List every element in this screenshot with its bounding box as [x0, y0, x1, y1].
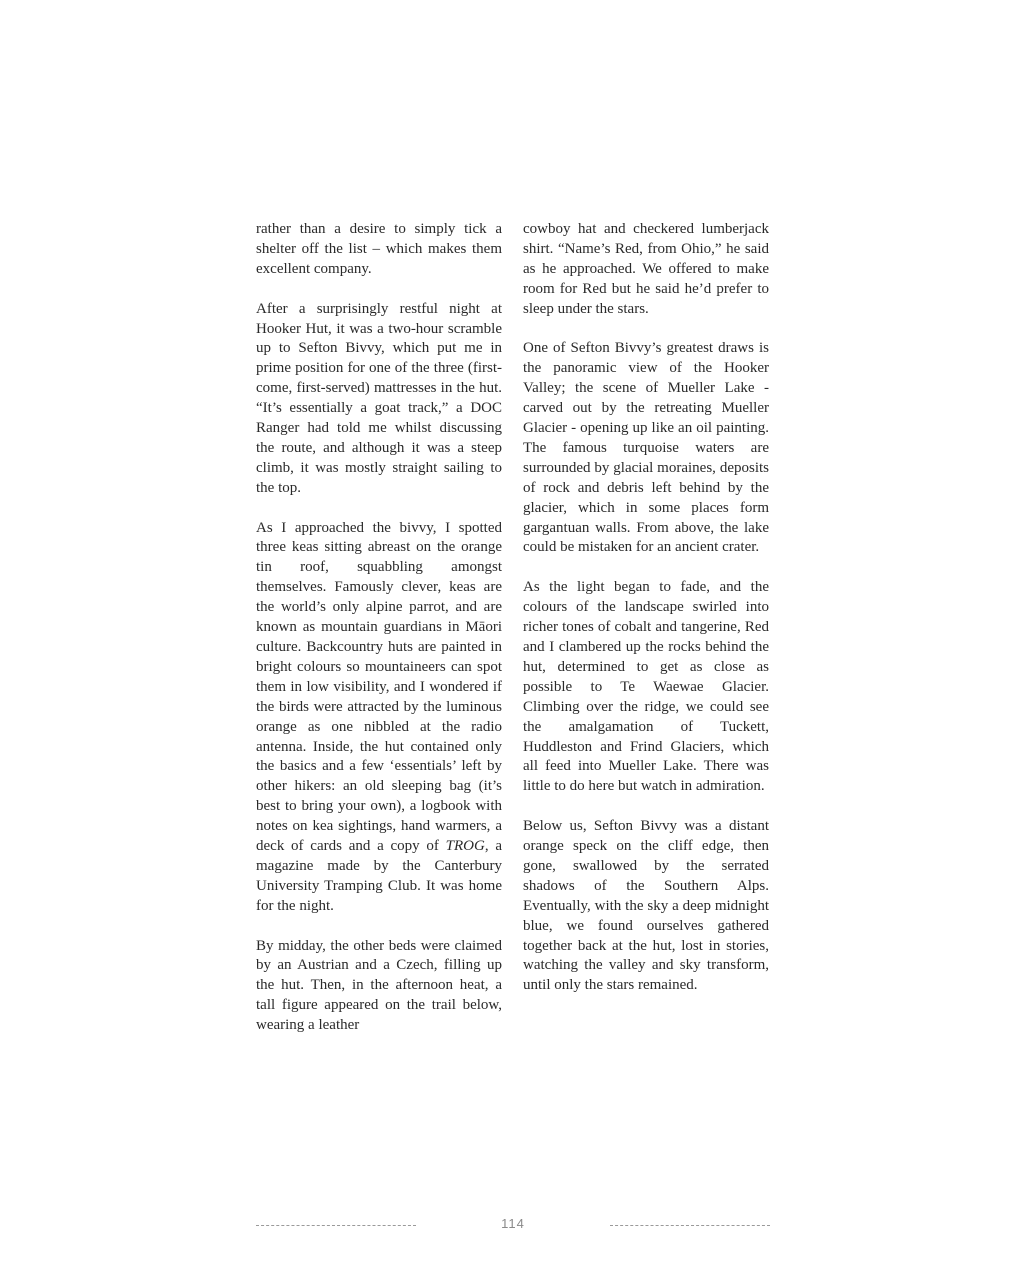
paragraph: One of Sefton Bivvy’s greatest draws is the panoramic view of the Hooker Valley; the scene of Mueller Lake - carved out by the retreating Mueller Glacier - opening up like an oil painting. The famous turquoise waters are surrounded by glacial moraines, deposits of rock and debris left behind by the glacier, which in some places form gargantuan walls. From above, the lake could be mistaken for an ancient crater.	[523, 340, 769, 556]
paragraph-text: , a magazine made by the Canterbury University Tramping Club. It was home for the night.	[256, 838, 502, 914]
page-number: 114	[501, 1216, 525, 1231]
paragraph: After a surprisingly restful night at Hooker Hut, it was a two-hour scramble up to Sefton Bivvy, which put me in prime position for one of the three (first-come, first-served) mattresses in the hut. “It’s essentially a goat track,” a DOC Ranger had told me whilst discussing the route, and although it was a steep climb, it was mostly straight sailing to the top.	[256, 300, 502, 496]
paragraph	[256, 519, 502, 917]
paragraph: By midday, the other beds were claimed by an Austrian and a Czech, filling up the hut. Then, in the afternoon heat, a tall figure appeared on the trail below, wearing a leather	[256, 937, 502, 1034]
paragraph: As the light began to fade, and the colours of the landscape swirled into richer tones of cobalt and tangerine, Red and I clambered up the rocks behind the hut, determined to get as close as possible to Te Waewae Glacier. Climbing over the ridge, we could see the amalgamation of Tuckett, Huddleston and Frind Glaciers, which all feed into Mueller Lake. There was little to do here but watch in admiration.	[523, 579, 769, 795]
right-column	[523, 220, 769, 996]
paragraph-text: As I approached the bivvy, I spotted three keas sitting abreast on the orange tin roof, squabbling amongst themselves. Famously clever, keas are the world’s only alpine parrot, and are known as mountain guardians in Māori culture. Backcountry huts are painted in bright colours so mountaineers can spot them in low visibility, and I wondered if the birds were attracted by the luminous orange as one nibbled at the radio antenna. Inside, the hut contained only the basics and a few ‘essentials’ left by other hikers: an old sleeping bag (it’s best to bring your own), a logbook with notes on kea sightings, hand warmers, a deck of cards and a copy of	[256, 519, 502, 855]
magazine-title: TROG	[445, 838, 485, 855]
left-column	[256, 220, 502, 1036]
paragraph: rather than a desire to simply tick a shelter off the list – which makes them excellent company.	[256, 221, 502, 277]
paragraph: cowboy hat and checkered lumberjack shirt. “Name’s Red, from Ohio,” he said as he approached. We offered to make room for Red but he said he’d prefer to sleep under the stars.	[523, 221, 769, 317]
footer-dashed-rule-right	[610, 1225, 770, 1226]
page-footer	[256, 1216, 770, 1236]
paragraph: Below us, Sefton Bivvy was a distant orange speck on the cliff edge, then gone, swallowed by the serrated shadows of the Southern Alps. Eventually, with the sky a deep midnight blue, we found ourselves gathered together back at the hut, lost in stories, watching the valley and sky transform, until only the stars remained.	[523, 818, 769, 994]
